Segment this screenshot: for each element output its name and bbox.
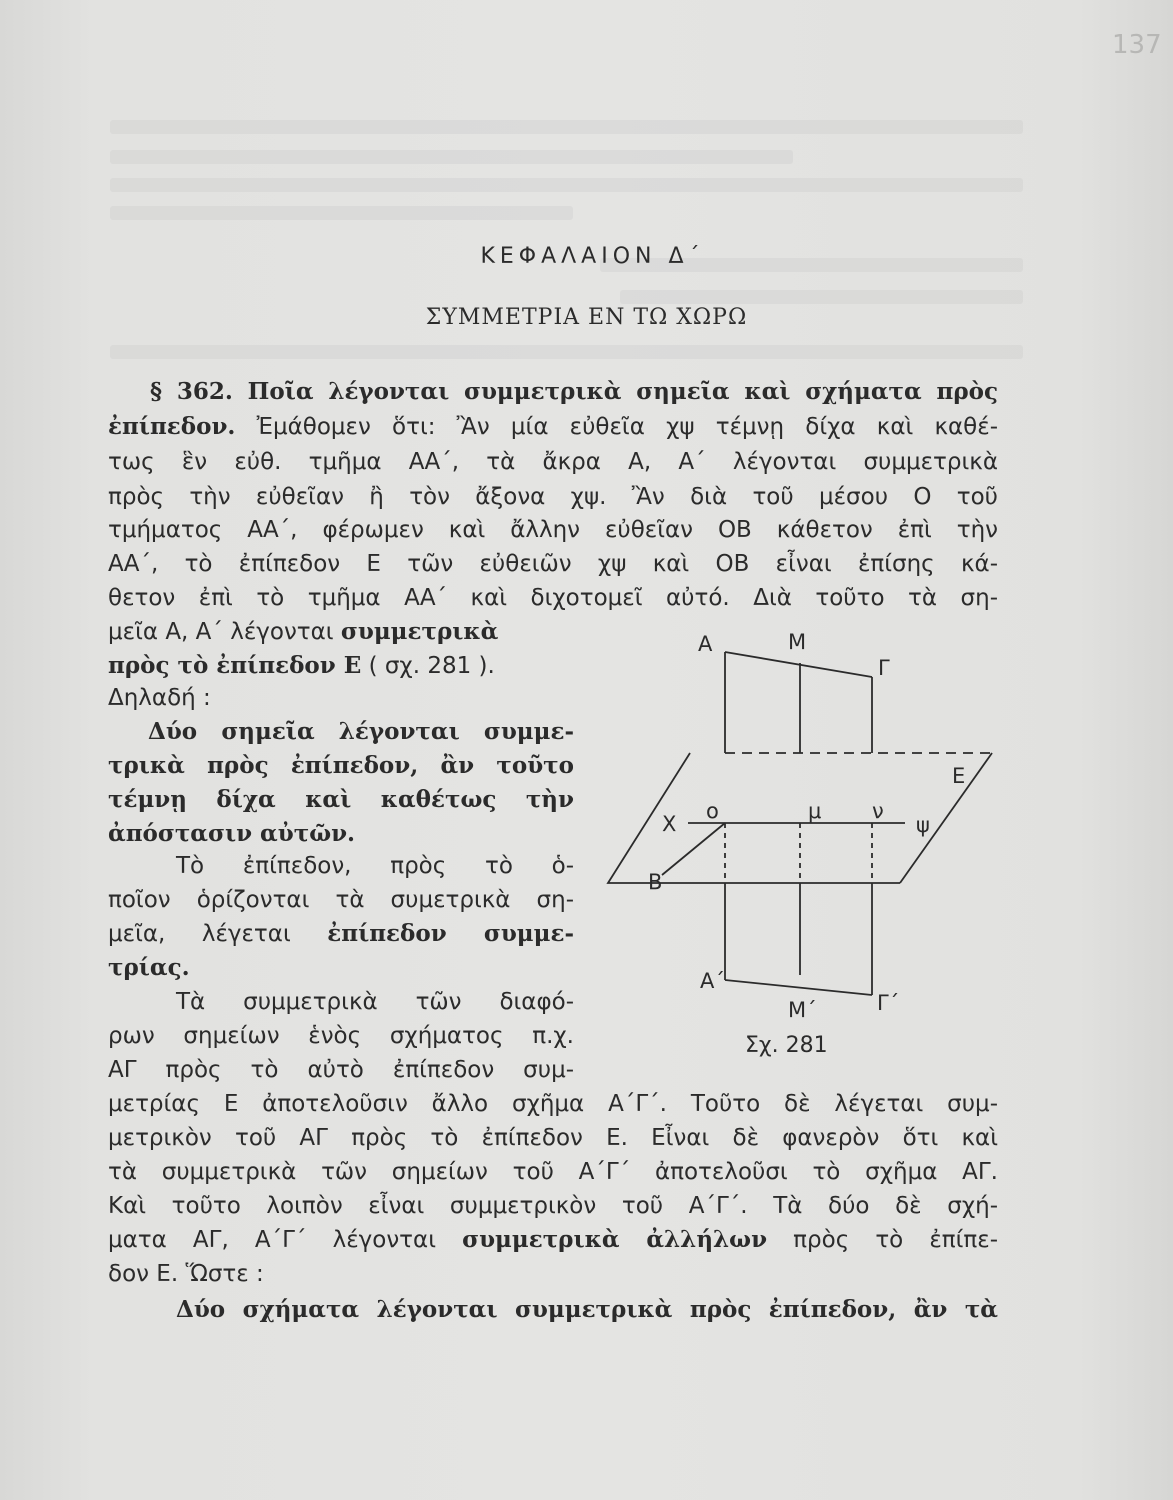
label-a: Α bbox=[698, 632, 713, 656]
label-mu: μ bbox=[808, 799, 822, 823]
text-line bbox=[108, 411, 998, 443]
bold-term: συμμετρικὰ bbox=[340, 618, 499, 645]
figure-281 bbox=[600, 625, 1000, 1065]
text-line: θετον ἐπὶ τὸ τμῆμα ΑΑ΄ καὶ διχοτομεῖ αὐτό. Διὰ τοῦτο τὰ ση- bbox=[108, 585, 998, 611]
bleed-through bbox=[110, 345, 1023, 359]
plane-edge bbox=[725, 980, 872, 995]
label-m-prime: Μ΄ bbox=[788, 998, 817, 1022]
bleed-through bbox=[110, 178, 1023, 192]
bleed-through bbox=[110, 150, 793, 164]
text-line bbox=[108, 1224, 998, 1256]
text-line: τως ἓν εὐθ. τμῆμα ΑΑ΄, τὰ ἄκρα Α, Α΄ λέγονται συμμετρικὰ bbox=[108, 449, 998, 475]
label-a-prime: Α΄ bbox=[700, 969, 725, 993]
text-span: μεῖα Α, Α΄ λέγονται bbox=[108, 619, 334, 645]
text-line: Δηλαδή : bbox=[108, 685, 211, 711]
section-title: ΣΥΜΜΕΤΡΙΑ ΕΝ ΤΩ ΧΩΡΩ bbox=[425, 305, 748, 330]
text-span: Ἐμάθομεν ὅτι: Ἂν μία εὐθεῖα χψ τέμνῃ δίχα καὶ καθέ- bbox=[256, 414, 998, 440]
bold-term: συμμετρικὰ ἀλλήλων bbox=[462, 1226, 768, 1253]
label-o: ο bbox=[706, 799, 719, 823]
label-b: Β bbox=[648, 870, 663, 894]
bleed-through bbox=[620, 290, 1023, 304]
text-line: ΑΑ΄, τὸ ἐπίπεδον Ε τῶν εὐθειῶν χψ καὶ ΟΒ εἶναι ἐπίσης κά- bbox=[108, 551, 998, 577]
text-line: Τὰ συμμετρικὰ τῶν διαφό- bbox=[176, 989, 574, 1015]
section-heading-end: ἐπίπεδον. bbox=[108, 413, 236, 440]
text-span: ( σχ. 281 ). bbox=[368, 653, 495, 679]
text-line: δον Ε. Ὥστε : bbox=[108, 1261, 264, 1287]
text-span: ματα ΑΓ, Α΄Γ΄ λέγονται bbox=[108, 1227, 436, 1253]
bold-term: τρίας. bbox=[108, 954, 190, 981]
text-span: πρὸς τὸ ἐπίπε- bbox=[793, 1227, 999, 1253]
label-psi: ψ bbox=[916, 813, 930, 837]
figure-caption: Σχ. 281 bbox=[745, 1033, 828, 1058]
text-line: μετρίας Ε ἀποτελοῦσιν ἄλλο σχῆμα Α΄Γ΄. Τοῦτο δὲ λέγεται συμ- bbox=[108, 1091, 998, 1117]
text-line bbox=[108, 616, 498, 648]
text-line: τὰ συμμετρικὰ τῶν σημείων τοῦ Α΄Γ΄ ἀποτελοῦσι τὸ σχῆμα ΑΓ. bbox=[108, 1159, 998, 1185]
text-line bbox=[108, 918, 574, 950]
section-heading: § 362. Ποῖα λέγονται συμμετρικὰ σημεῖα καὶ σχήματα πρὸς bbox=[150, 378, 998, 405]
plane-e bbox=[608, 753, 900, 883]
bold-term: πρὸς τὸ ἐπίπεδον Ε bbox=[108, 652, 362, 679]
label-m: Μ bbox=[788, 630, 807, 654]
bleed-through bbox=[110, 206, 573, 220]
page-number: 137 bbox=[1112, 30, 1162, 60]
definition-line: Δύο σχήματα λέγονται συμμετρικὰ πρὸς ἐπίπεδον, ἂν τὰ bbox=[176, 1296, 998, 1323]
label-g: Γ bbox=[878, 656, 890, 680]
text-line: ΑΓ πρὸς τὸ αὐτὸ ἐπίπεδον συμ- bbox=[108, 1057, 574, 1083]
definition-line: ἀπόστασιν αὐτῶν. bbox=[108, 820, 356, 847]
label-g-prime: Γ΄ bbox=[877, 991, 900, 1015]
label-e: Ε bbox=[952, 764, 966, 788]
text-line: ποῖον ὁρίζονται τὰ συμετρικὰ ση- bbox=[108, 887, 574, 913]
text-line: ρων σημείων ἑνὸς σχήματος π.χ. bbox=[108, 1023, 574, 1049]
text-line: μετρικὸν τοῦ ΑΓ πρὸς τὸ ἐπίπεδον Ε. Εἶναι δὲ φανερὸν ὅτι καὶ bbox=[108, 1125, 998, 1151]
plane-e bbox=[900, 753, 992, 883]
definition-line: τέμνῃ δίχα καὶ καθέτως τὴν bbox=[108, 786, 574, 813]
bold-term: ἐπίπεδον συμμε- bbox=[327, 920, 575, 947]
text-line bbox=[108, 650, 495, 682]
plane-edge bbox=[725, 652, 872, 677]
text-line: πρὸς τὴν εὐθεῖαν ἢ τὸν ἄξονα χψ. Ἂν διὰ τοῦ μέσου Ο τοῦ bbox=[108, 484, 998, 510]
label-x: Χ bbox=[662, 812, 677, 836]
definition-line: τρικὰ πρὸς ἐπίπεδον, ἂν τοῦτο bbox=[108, 752, 574, 779]
text-line: Τὸ ἐπίπεδον, πρὸς τὸ ὁ- bbox=[176, 853, 574, 879]
text-line: Καὶ τοῦτο λοιπὸν εἶναι συμμετρικὸν τοῦ Α΄Γ΄. Τὰ δύο δὲ σχή- bbox=[108, 1193, 998, 1219]
text-span: μεῖα, λέγεται bbox=[108, 921, 291, 947]
chapter-heading: ΚΕΦΑΛΑΙΟΝ Δ΄ bbox=[480, 244, 705, 269]
definition-line: Δύο σημεῖα λέγονται συμμε- bbox=[148, 718, 574, 745]
bleed-through bbox=[110, 120, 1023, 134]
label-nu: ν bbox=[872, 799, 884, 823]
text-line: τμήματος ΑΑ΄, φέρωμεν καὶ ἄλλην εὐθεῖαν ΟΒ κάθετον ἐπὶ τὴν bbox=[108, 517, 998, 543]
